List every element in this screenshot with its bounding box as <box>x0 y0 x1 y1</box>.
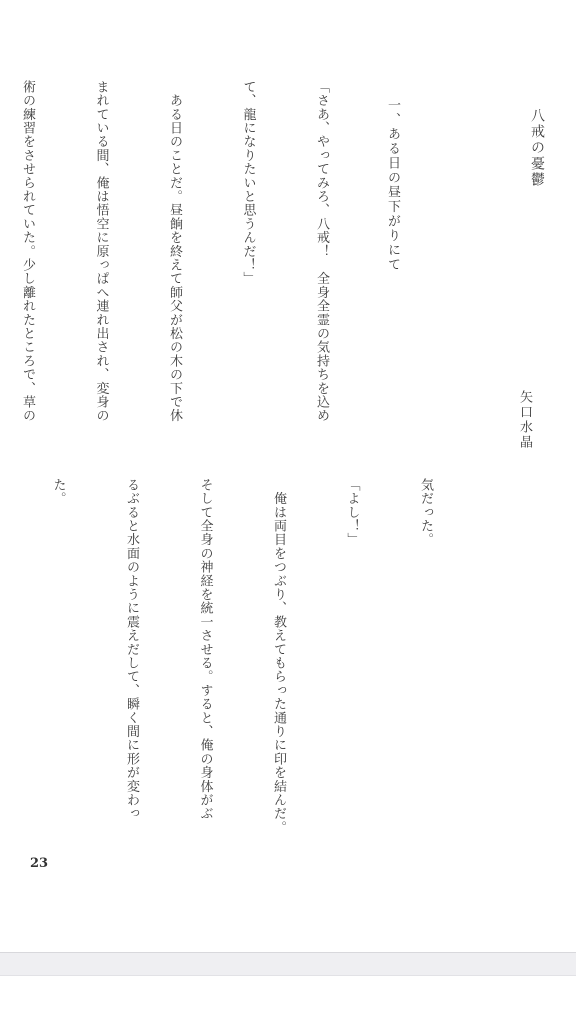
text-line: まれている間、俺は悟空に原っぱへ連れ出され、変身の <box>93 80 109 423</box>
text-line: 術の練習をさせられていた。少し離れたところで、草の <box>20 80 35 423</box>
chapter-heading: 一、ある日の昼下がりにて <box>385 98 400 272</box>
text-line: そして全身の神経を統一させる。すると、俺の身体がぶ <box>197 478 213 821</box>
text-line: ある日のことだ。昼餉を終えて師父が松の木の下で休 <box>167 80 182 423</box>
author-name: 矢口水晶 <box>517 390 532 450</box>
text-line: て、龍になりたいと思うんだ！」 <box>240 80 256 286</box>
page-number: 23 <box>30 856 49 871</box>
story-title: 八戒の憂鬱 <box>529 108 545 188</box>
text-line: 「よし！」 <box>344 478 360 547</box>
body-text-lower <box>0 478 486 858</box>
body-text-upper <box>0 80 382 460</box>
text-line: 気だった。 <box>418 478 433 547</box>
text-line: 「さあ、やってみろ、八戒！ 全身全霊の気持ちを込め <box>314 80 329 423</box>
text-line: るぶると水面のように震えだして、瞬く間に形が変わっ <box>124 478 139 821</box>
viewer-scroll-bar[interactable] <box>0 952 576 976</box>
text-line: 俺は両目をつぶり、教えてもらった通りに印を結んだ。 <box>271 478 286 835</box>
text-line: た。 <box>50 478 66 506</box>
